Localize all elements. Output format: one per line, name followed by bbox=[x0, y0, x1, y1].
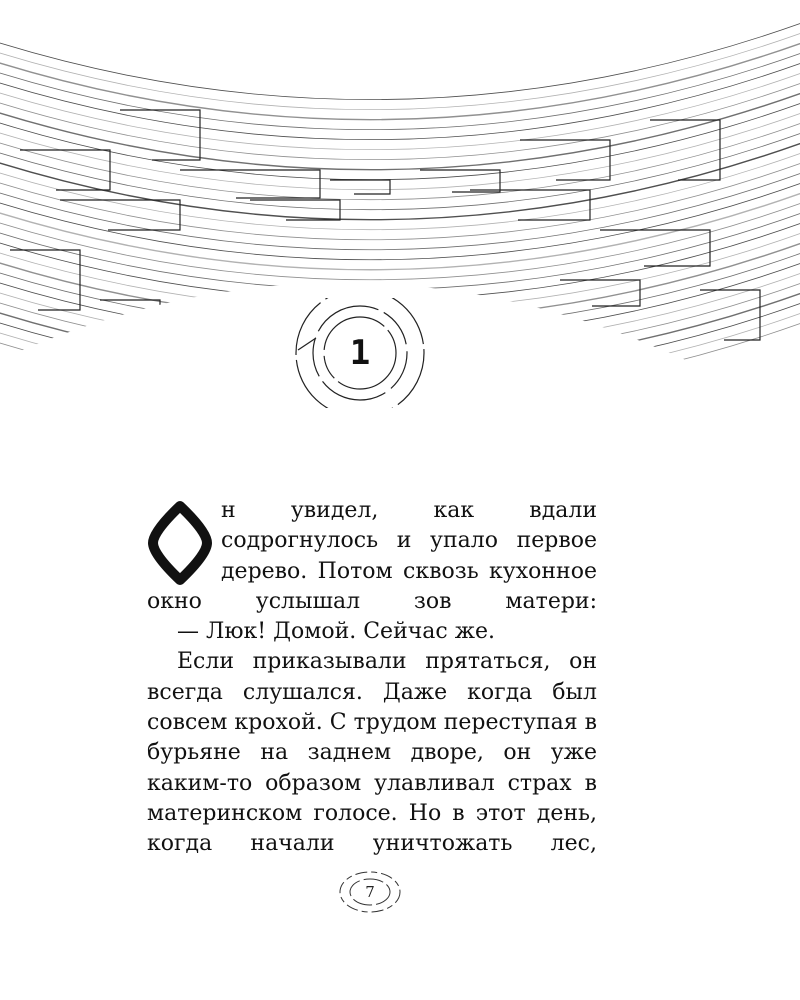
chapter-number: 1 bbox=[349, 333, 371, 373]
page-number: 7 bbox=[365, 883, 375, 901]
body-text bbox=[147, 496, 597, 860]
paragraph-1: н увидел, как вдали содрогнулось и упало первое дерево. Потом сквозь кухонное окно услышал зов матери: bbox=[147, 498, 597, 614]
drop-cap bbox=[147, 500, 213, 586]
paragraph-2: — Люк! Домой. Сейчас же. bbox=[177, 619, 495, 645]
paragraph-3: Если приказывали прятаться, он всегда слушался. Даже когда был совсем крохой. С трудом переступая в бурьяне на заднем дворе, он уже каким-то образом улавливал страх в материнском голосе. Но в этот день, когда начали уничтожать лес, bbox=[147, 649, 597, 857]
